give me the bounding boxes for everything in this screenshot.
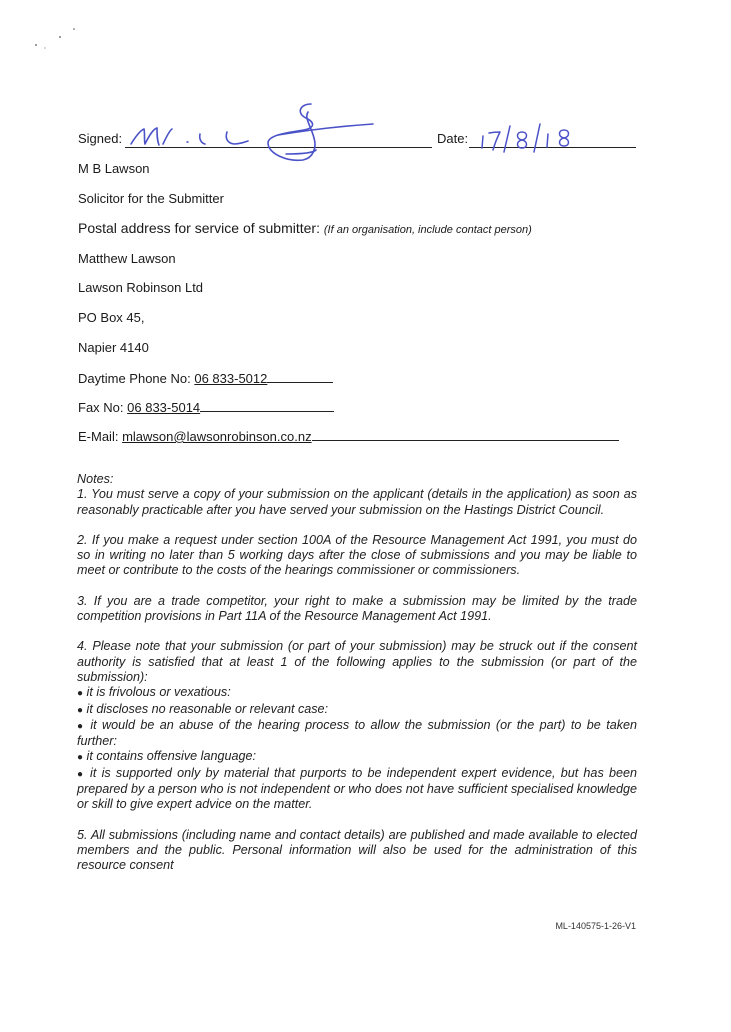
note-4-bullet: ● it would be an abuse of the hearing process to allow the submission (or the part) to be taken further:	[77, 717, 638, 749]
email-fill-line	[312, 428, 619, 441]
company-name: Lawson Robinson Ltd	[78, 280, 204, 295]
note-1: 1. You must serve a copy of your submission on the applicant (details in the application) as soon as reasonably practicable after you have served your submission on the Hastings District Council.	[77, 487, 637, 517]
bullet-icon: ●	[77, 768, 85, 780]
signer-role: Solicitor for the Submitter	[78, 191, 224, 206]
date-label: Date:	[437, 131, 469, 146]
city-postcode: Napier 4140	[78, 340, 149, 355]
phone-label: Daytime Phone No:	[78, 371, 191, 386]
note-4-bullet: ● it is supported only by material that purports to be independent expert evidence, but has been prepared by a person who is not independent or who does not have sufficient specialised knowledge or skill to give expert advice on the matter.	[77, 765, 637, 812]
note-4-intro: 4. Please note that your submission (or part of your submission) may be struck out if the consent authority is satisfied that at least 1 of the following applies to the submission (or part of the submission):	[77, 639, 637, 684]
postal-heading-note: (If an organisation, include contact person)	[323, 224, 532, 236]
handwritten-date	[478, 120, 578, 154]
bullet-icon: ●	[77, 752, 84, 764]
notes-section	[77, 472, 637, 874]
email-row	[78, 428, 619, 444]
signed-label: Signed:	[78, 131, 123, 146]
email-value: mlawson@lawsonrobinson.co.nz	[122, 429, 312, 444]
scan-specks	[30, 24, 90, 54]
bullet-icon: ●	[77, 720, 85, 732]
notes-heading: Notes:	[77, 472, 114, 486]
bullet-icon: ●	[77, 688, 84, 700]
note-4-bullet: ● it contains offensive language:	[77, 749, 256, 764]
bullet-icon: ●	[77, 704, 84, 716]
handwritten-signature	[128, 98, 388, 170]
contact-name: Matthew Lawson	[78, 251, 176, 266]
phone-value: 06 833-5012	[194, 371, 268, 386]
phone-fill-line	[267, 370, 333, 383]
fax-value: 06 833-5014	[127, 400, 201, 415]
email-label: E-Mail:	[78, 429, 119, 444]
postal-address-heading	[78, 220, 532, 236]
note-5: 5. All submissions (including name and contact details) are published and made available to elected members and the public. Personal information will also be used for the administration of this resource consent	[77, 827, 637, 873]
note-2: 2. If you make a request under section 100A of the Resource Management Act 1991, you must do so in writing no later than 5 working days after the close of submissions and you may be liable to meet or contribute to the costs of the hearings commissioner or commissioners.	[77, 532, 637, 578]
po-box: PO Box 45,	[78, 310, 145, 325]
note-4-bullet: ● it discloses no reasonable or relevant case:	[77, 701, 329, 716]
phone-row	[78, 370, 333, 386]
note-3: 3. If you are a trade competitor, your right to make a submission may be limited by the trade competition provisions in Part 11A of the Resource Management Act 1991.	[77, 593, 637, 624]
fax-label: Fax No:	[78, 400, 124, 415]
fax-fill-line	[200, 399, 334, 412]
postal-heading-text: Postal address for service of submitter:	[78, 220, 320, 236]
document-reference: ML-140575-1-26-V1	[555, 921, 636, 931]
signer-name: M B Lawson	[78, 161, 150, 176]
note-4-bullet: ● it is frivolous or vexatious:	[77, 685, 231, 700]
fax-row	[78, 399, 334, 415]
